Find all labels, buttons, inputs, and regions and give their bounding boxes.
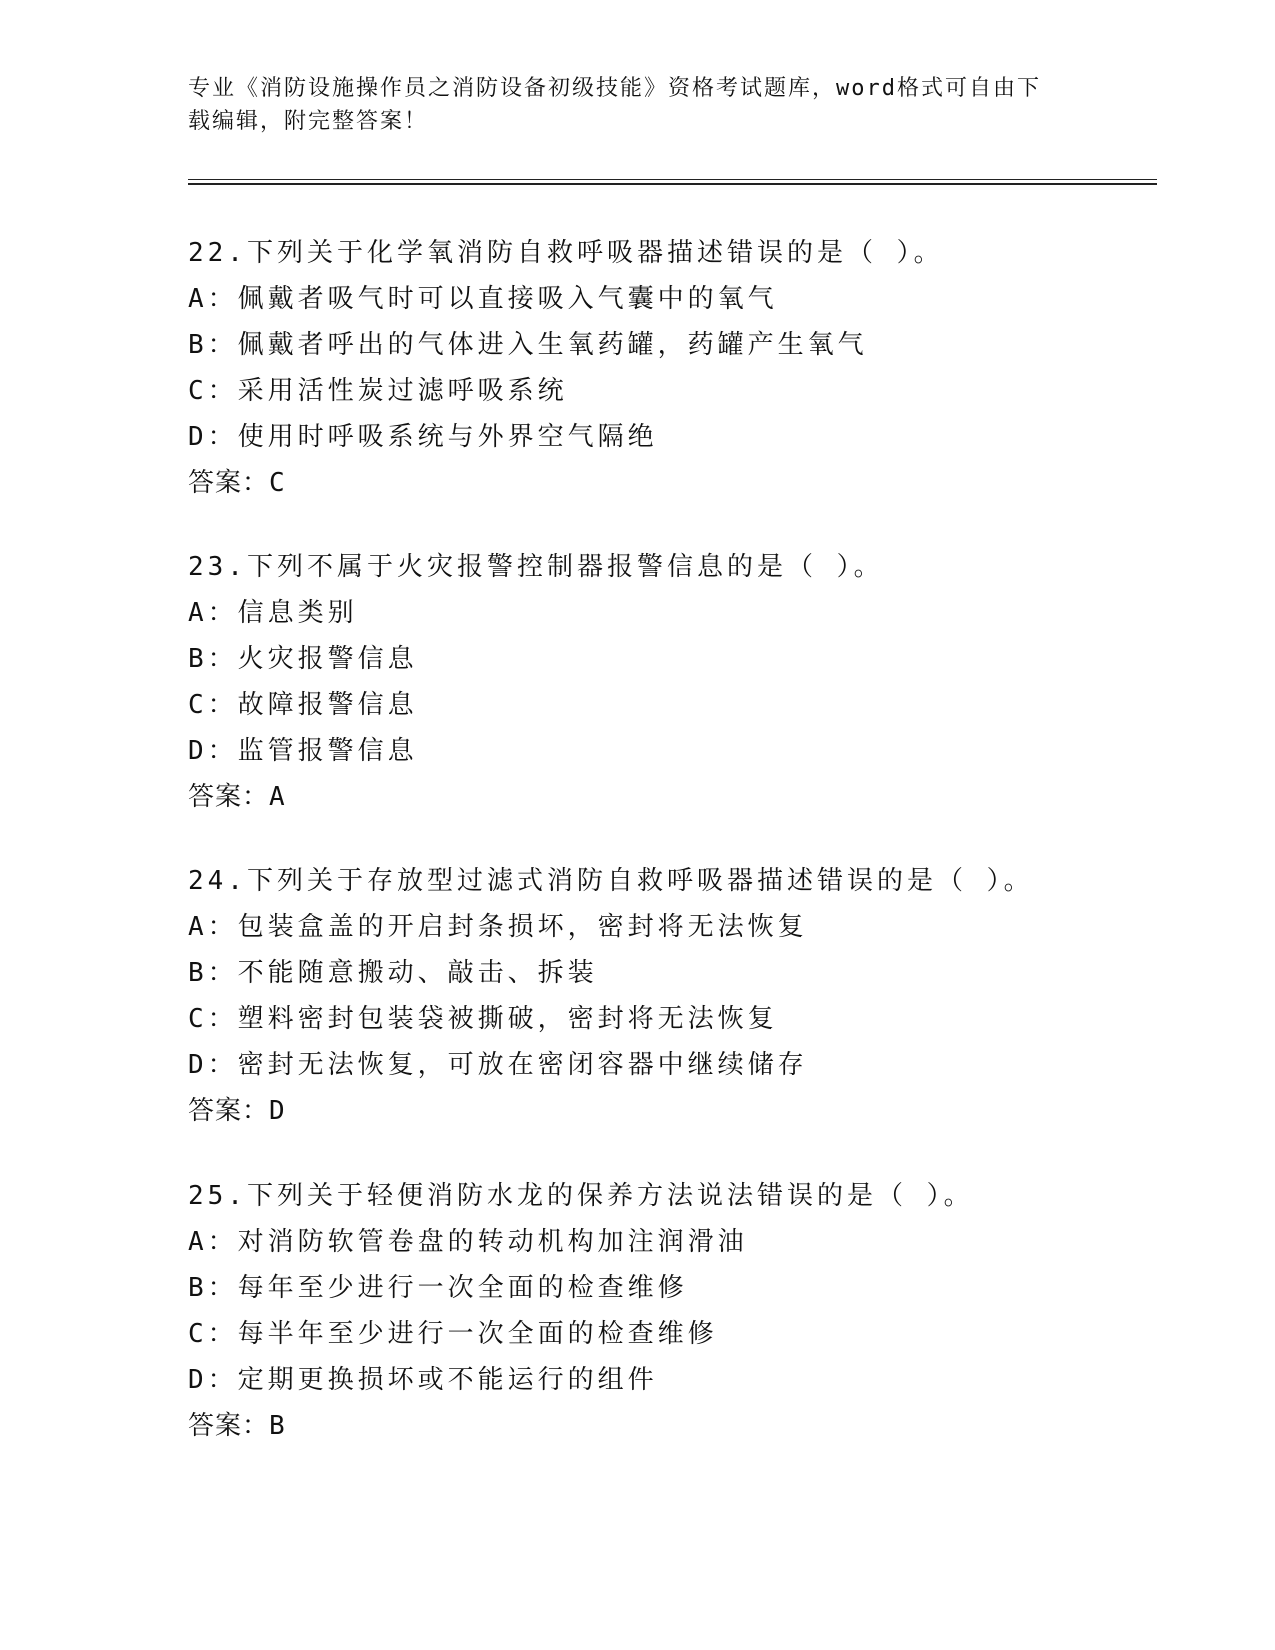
answer-label: 答案： <box>188 782 270 812</box>
answer-line <box>188 460 1188 506</box>
option-c: C：采用活性炭过滤呼吸系统 <box>188 376 568 406</box>
question-stem: 25.下列关于轻便消防水龙的保养方法说法错误的是（ ）。 <box>188 1181 974 1211</box>
question-24 <box>188 858 1188 1134</box>
answer-label: 答案： <box>188 1096 270 1126</box>
option-b: B：不能随意搬动、敲击、拆装 <box>188 958 598 988</box>
question-22 <box>188 230 1188 506</box>
document-header <box>188 72 1088 138</box>
option-a: A：包装盒盖的开启封条损坏，密封将无法恢复 <box>188 912 808 942</box>
question-stem: 22.下列关于化学氧消防自救呼吸器描述错误的是（ ）。 <box>188 238 944 268</box>
header-divider-thick <box>188 183 1157 185</box>
answer-line <box>188 774 1188 820</box>
question-stem: 23.下列不属于火灾报警控制器报警信息的是（ ）。 <box>188 552 884 582</box>
option-d: D：监管报警信息 <box>188 736 418 766</box>
option-b: B：火灾报警信息 <box>188 644 418 674</box>
question-25 <box>188 1173 1188 1449</box>
option-a: A：佩戴者吸气时可以直接吸入气囊中的氧气 <box>188 284 778 314</box>
header-divider-thin <box>188 179 1157 180</box>
option-c: C：故障报警信息 <box>188 690 418 720</box>
answer-line <box>188 1403 1188 1449</box>
header-line-1: 专业《消防设施操作员之消防设备初级技能》资格考试题库，word格式可自由下 <box>188 76 1041 101</box>
answer-value: D <box>269 1096 285 1126</box>
option-c: C：每半年至少进行一次全面的检查维修 <box>188 1319 718 1349</box>
question-23 <box>188 544 1188 820</box>
option-d: D：定期更换损坏或不能运行的组件 <box>188 1365 658 1395</box>
question-stem: 24.下列关于存放型过滤式消防自救呼吸器描述错误的是（ ）。 <box>188 866 1034 896</box>
answer-value: A <box>269 782 285 812</box>
answer-line <box>188 1088 1188 1134</box>
option-b: B：佩戴者呼出的气体进入生氧药罐，药罐产生氧气 <box>188 330 868 360</box>
answer-value: B <box>269 1411 285 1441</box>
answer-label: 答案： <box>188 468 270 498</box>
option-c: C：塑料密封包装袋被撕破，密封将无法恢复 <box>188 1004 778 1034</box>
option-d: D：使用时呼吸系统与外界空气隔绝 <box>188 422 658 452</box>
option-d: D：密封无法恢复，可放在密闭容器中继续储存 <box>188 1050 808 1080</box>
option-b: B：每年至少进行一次全面的检查维修 <box>188 1273 688 1303</box>
option-a: A：信息类别 <box>188 598 358 628</box>
option-a: A：对消防软管卷盘的转动机构加注润滑油 <box>188 1227 748 1257</box>
answer-value: C <box>269 468 285 498</box>
header-line-2: 载编辑，附完整答案！ <box>188 109 429 134</box>
answer-label: 答案： <box>188 1411 270 1441</box>
